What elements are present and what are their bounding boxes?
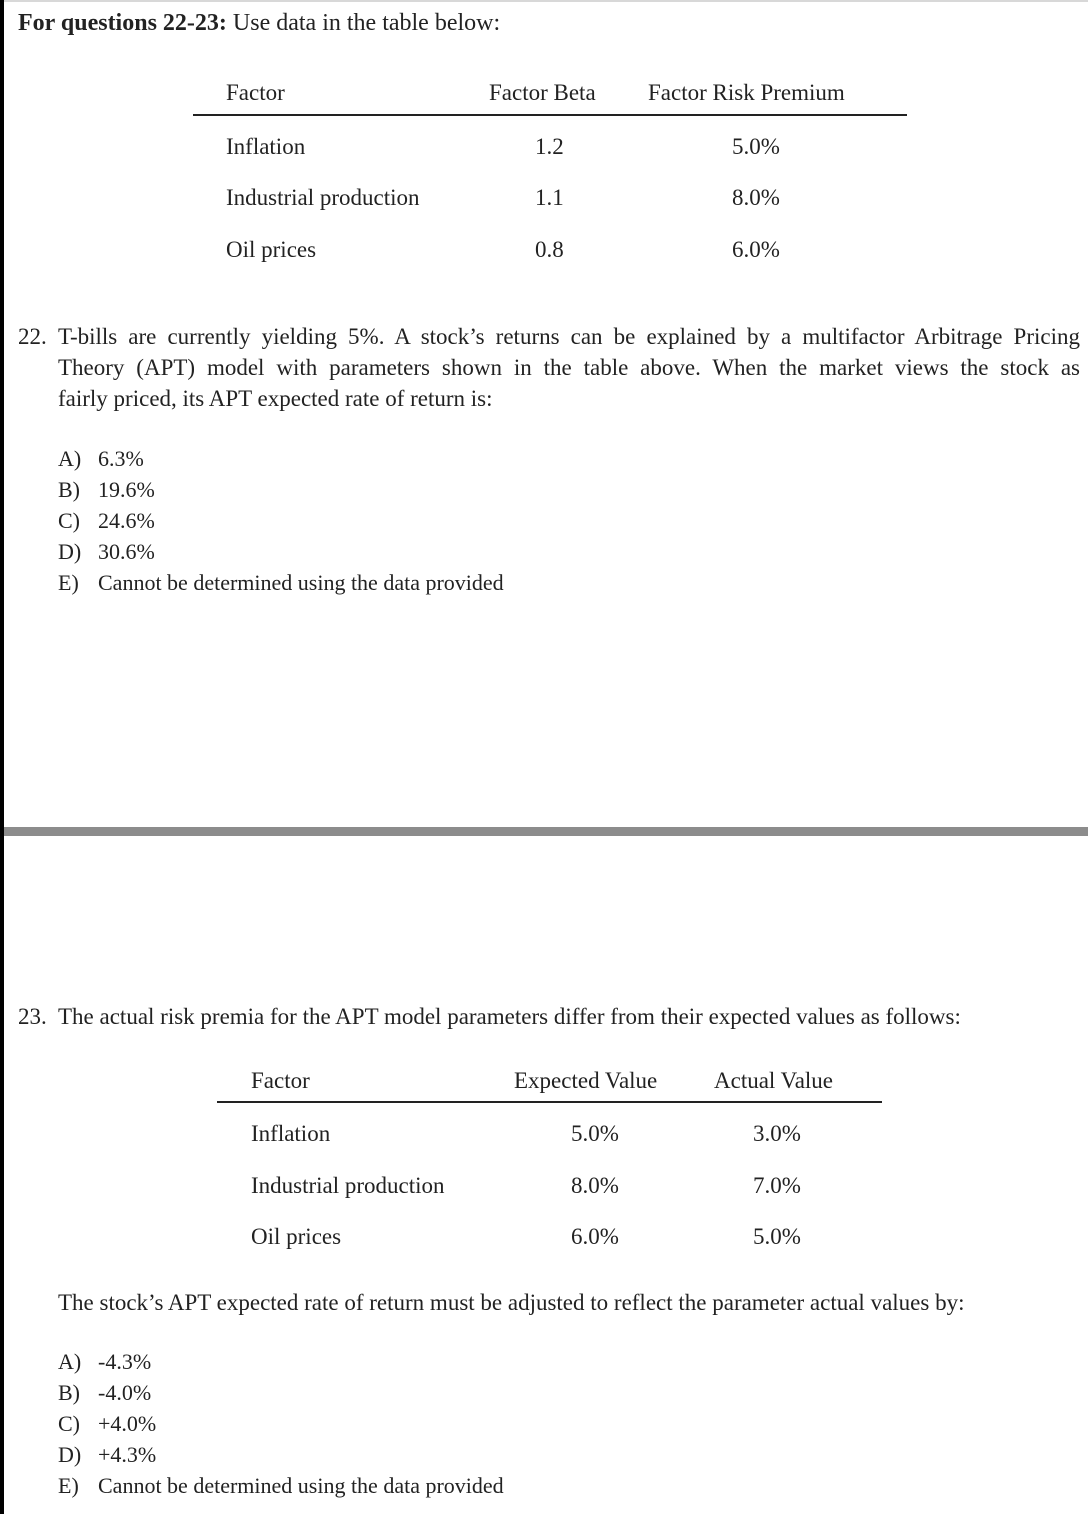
choice-letter: D) — [58, 1442, 82, 1467]
table1-row-factor: Oil prices — [226, 237, 317, 262]
section-separator — [4, 827, 1088, 836]
table2-row-actual: 7.0% — [753, 1173, 801, 1198]
table1-header-factor: Factor — [226, 80, 285, 105]
choice-text: 30.6% — [98, 539, 155, 564]
choice-text: Cannot be determined using the data provided — [98, 570, 504, 595]
choice-text: +4.3% — [98, 1442, 157, 1467]
choice-text: -4.0% — [98, 1380, 152, 1405]
choice-letter: D) — [58, 539, 82, 564]
table2-header-actual: Actual Value — [714, 1068, 834, 1093]
choice-text: Cannot be determined using the data provided — [98, 1473, 504, 1498]
question-number: 23. — [18, 1004, 47, 1029]
choice-letter: E) — [58, 570, 79, 595]
question-text — [58, 321, 1080, 414]
table1-row-beta: 1.2 — [535, 134, 564, 159]
table2-row-expected: 8.0% — [571, 1173, 619, 1198]
table2-row-expected: 5.0% — [571, 1121, 619, 1146]
table1-row-premium: 6.0% — [732, 237, 780, 262]
question-line: Theory (APT) model with parameters shown in the table above. When the market views the stock as — [58, 355, 1080, 380]
intro-line — [18, 10, 500, 37]
choice-letter: C) — [58, 1411, 80, 1436]
choice-text: -4.3% — [98, 1349, 152, 1374]
choice-letter: C) — [58, 508, 80, 533]
choice-letter: E) — [58, 1473, 79, 1498]
table2-header-rule — [217, 1101, 882, 1103]
table1-header-premium: Factor Risk Premium — [648, 80, 845, 105]
table2-row-actual: 5.0% — [753, 1224, 801, 1249]
question-line: fairly priced, its APT expected rate of return is: — [58, 386, 493, 411]
table1-header-rule — [193, 114, 907, 116]
page-top-border — [4, 0, 1088, 2]
question-number: 22. — [18, 324, 47, 349]
table2-header-factor: Factor — [251, 1068, 310, 1093]
table2-header-expected: Expected Value — [514, 1068, 658, 1093]
table1-row-beta: 1.1 — [535, 185, 564, 210]
choice-text: 19.6% — [98, 477, 155, 502]
intro-text: Use data in the table below: — [232, 10, 501, 36]
table1-row-premium: 8.0% — [732, 185, 780, 210]
table1-row-premium: 5.0% — [732, 134, 780, 159]
choice-letter: A) — [58, 1349, 82, 1374]
choice-text: 6.3% — [98, 446, 144, 471]
table2-row-actual: 3.0% — [753, 1121, 801, 1146]
question-line: T-bills are currently yielding 5%. A stock’s returns can be explained by a multifactor Arbitrage Pricing — [58, 324, 1080, 349]
choice-text: +4.0% — [98, 1411, 157, 1436]
table1-header-beta: Factor Beta — [489, 80, 596, 105]
choice-letter: B) — [58, 477, 80, 502]
table1-row-factor: Inflation — [226, 134, 306, 159]
choice-text: 24.6% — [98, 508, 155, 533]
table2-row-expected: 6.0% — [571, 1224, 619, 1249]
choice-letter: B) — [58, 1380, 80, 1405]
table1-row-factor: Industrial production — [226, 185, 420, 210]
table2-row-factor: Inflation — [251, 1121, 331, 1146]
choice-letter: A) — [58, 446, 82, 471]
table2-row-factor: Industrial production — [251, 1173, 445, 1198]
intro-bold: For questions 22-23: — [18, 10, 227, 36]
table2-row-factor: Oil prices — [251, 1224, 342, 1249]
question-text: The actual risk premia for the APT model parameters differ from their expected values as follows: — [58, 1004, 961, 1029]
question-23-followup: The stock’s APT expected rate of return must be adjusted to reflect the parameter actual values by: — [58, 1290, 965, 1315]
table1-row-beta: 0.8 — [535, 237, 564, 262]
page-left-border — [0, 0, 4, 1514]
